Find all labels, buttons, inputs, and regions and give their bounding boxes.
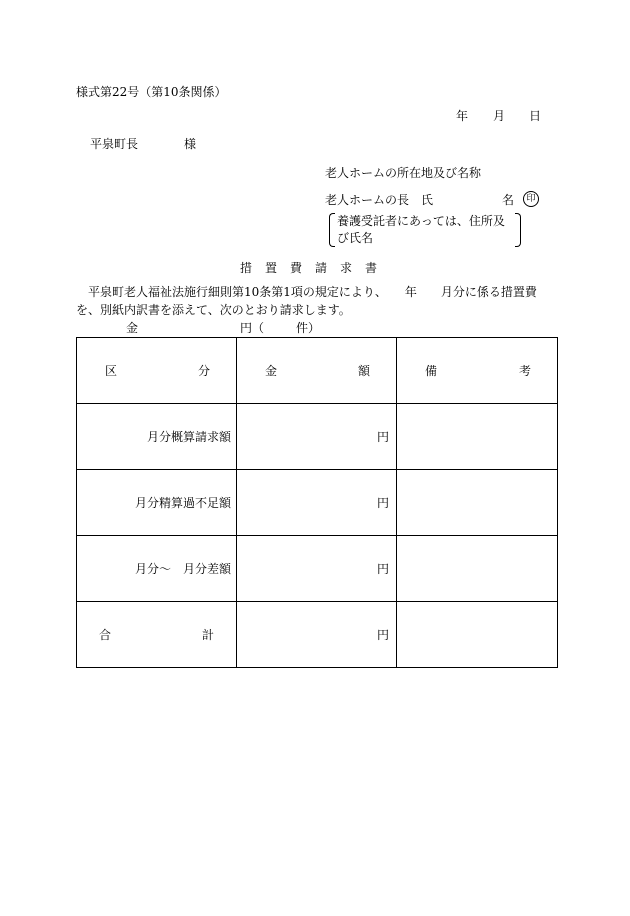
remarks-cell [397,536,558,602]
remarks-cell [397,470,558,536]
facility-head-name-label: 名 [502,193,515,207]
table-header-row [77,338,558,404]
table-row [77,536,558,602]
header-kingaku-char-1: 金 [265,364,278,378]
guardian-note: 養護受託者にあっては、住所及び氏名 [329,213,521,247]
amount-count-label: 件） [296,321,321,335]
total-remarks-cell [397,602,558,668]
total-label [77,602,237,668]
amount-cell: 円 [237,404,397,470]
seal-icon: 印 [523,191,539,207]
form-number: 様式第22号（第10条関係） [76,85,227,99]
document-title: 措置費請求書 [240,261,391,275]
row-label: 月分概算請求額 [77,404,237,470]
amount-cell: 円 [237,470,397,536]
amount-kin-label: 金 [126,321,139,335]
amount-cell: 円 [237,536,397,602]
header-kubun [77,338,237,404]
header-biko [397,338,558,404]
remarks-cell [397,404,558,470]
addressee-name: 平泉町長 [90,137,139,151]
total-amount-cell: 円 [237,602,397,668]
date-year-label: 年 [456,109,469,123]
table-row [77,404,558,470]
amount-yen-label: 円（ [240,321,265,335]
table-row [77,470,558,536]
header-kingaku [237,338,397,404]
body-paragraph: 平泉町老人福祉法施行細則第10条第1項の規定により、 年 月分に係る措置費を、別紙内訳書を添えて、次のとおり請求します。 [76,285,537,317]
header-kubun-char-2: 分 [197,364,210,378]
total-label-char-1: 合 [99,628,112,642]
date-day-label: 日 [529,109,542,123]
facility-address-name-label: 老人ホームの所在地及び名称 [325,166,482,180]
addressee-honorific: 様 [184,137,197,151]
header-kingaku-char-2: 額 [357,364,370,378]
row-label: 月分～ 月分差額 [77,536,237,602]
header-biko-char-1: 備 [425,364,438,378]
row-label: 月分精算過不足額 [77,470,237,536]
total-label-char-2: 計 [201,628,214,642]
header-biko-char-2: 考 [518,364,531,378]
facility-head-label: 老人ホームの長 氏 [325,193,434,207]
header-kubun-char-1: 区 [105,364,118,378]
claim-table [76,337,558,668]
table-total-row [77,602,558,668]
date-month-label: 月 [493,109,506,123]
